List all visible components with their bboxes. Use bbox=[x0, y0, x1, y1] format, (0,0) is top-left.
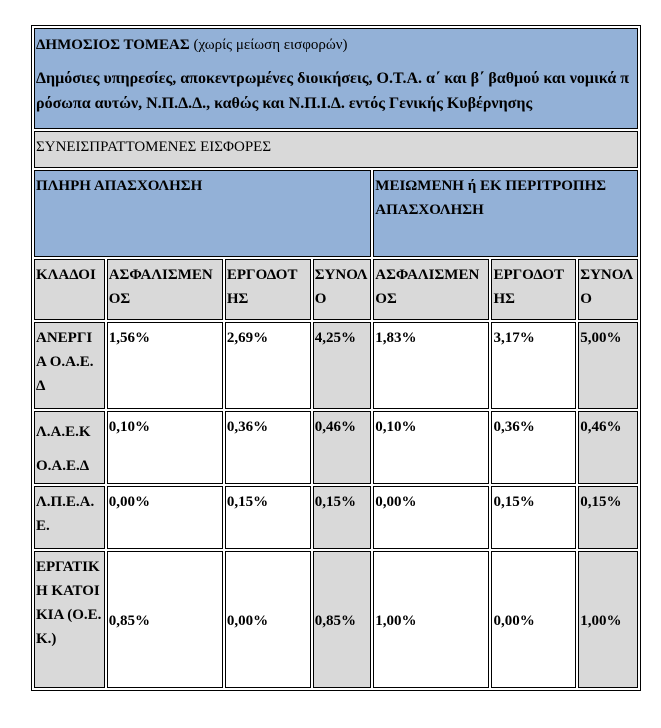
contributions-table bbox=[31, 25, 641, 691]
col-header-part-insured: ΑΣΦΑΛΙΣΜΕΝΟΣ bbox=[373, 259, 489, 320]
cell-part-insured: 0,10% bbox=[373, 411, 489, 484]
section-title: ΣΥΝΕΙΣΠΡΑΤΤΟΜΕΝΕΣ ΕΙΣΦΟΡΕΣ bbox=[34, 131, 638, 168]
row-branch: Λ.Α.Ε.Κ Ο.Α.Ε.Δ bbox=[34, 411, 105, 484]
table-row bbox=[34, 322, 638, 409]
col-header-full-total: ΣΥΝΟΛΟ bbox=[313, 259, 372, 320]
cell-part-employer: 3,17% bbox=[491, 322, 576, 409]
cell-part-employer: 0,15% bbox=[491, 486, 576, 549]
cell-part-total: 1,00% bbox=[578, 551, 638, 688]
cell-full-employer: 2,69% bbox=[225, 322, 311, 409]
cell-full-total: 0,85% bbox=[313, 551, 372, 688]
col-header-full-insured: ΑΣΦΑΛΙΣΜΕΝΟΣ bbox=[107, 259, 223, 320]
document-subtitle: Δημόσιες υπηρεσίες, αποκεντρωμένες διοικήσεις, Ο.Τ.Α. α΄ και β΄ βαθμού και νομικά πρόσωπα αυτών, Ν.Π.Δ.Δ., καθώς και Ν.Π.Ι.Δ. εντός Γενικής Κυβέρνησης bbox=[36, 70, 630, 112]
row-branch: ΑΝΕΡΓΙΑ Ο.Α.Ε.Δ bbox=[34, 322, 105, 409]
cell-full-insured: 1,56% bbox=[107, 322, 223, 409]
table-row bbox=[34, 551, 638, 688]
title-row bbox=[34, 28, 638, 129]
cell-part-total: 0,46% bbox=[578, 411, 638, 484]
title-cell bbox=[34, 28, 638, 129]
cell-full-employer: 0,15% bbox=[225, 486, 311, 549]
cell-full-total: 4,25% bbox=[313, 322, 372, 409]
cell-part-insured: 1,00% bbox=[373, 551, 489, 688]
col-header-part-employer: ΕΡΓΟΔΟΤΗΣ bbox=[491, 259, 576, 320]
table-row bbox=[34, 411, 638, 484]
row-branch: Λ.Π.Ε.Α.Ε. bbox=[34, 486, 105, 549]
group-header-part-time: ΜΕΙΩΜΕΝΗ ή ΕΚ ΠΕΡΙΤΡΟΠΗΣ ΑΠΑΣΧΟΛΗΣΗ bbox=[373, 170, 638, 257]
table-row bbox=[34, 486, 638, 549]
title-bold-text: ΔΗΜΟΣΙΟΣ ΤΟΜΕΑΣ bbox=[36, 37, 190, 53]
cell-part-insured: 1,83% bbox=[373, 322, 489, 409]
cell-part-employer: 0,36% bbox=[491, 411, 576, 484]
cell-full-insured: 0,85% bbox=[107, 551, 223, 688]
col-header-full-employer: ΕΡΓΟΔΟΤΗΣ bbox=[225, 259, 311, 320]
section-row bbox=[34, 131, 638, 168]
cell-part-insured: 0,00% bbox=[373, 486, 489, 549]
document-title bbox=[36, 32, 636, 56]
cell-part-employer: 0,00% bbox=[491, 551, 576, 688]
cell-full-insured: 0,00% bbox=[107, 486, 223, 549]
cell-full-employer: 0,36% bbox=[225, 411, 311, 484]
title-rest-text: (χωρίς μείωση εισφορών) bbox=[189, 37, 348, 53]
group-header-full-time: ΠΛΗΡΗ ΑΠΑΣΧΟΛΗΣΗ bbox=[34, 170, 371, 257]
cell-full-employer: 0,00% bbox=[225, 551, 311, 688]
cell-part-total: 5,00% bbox=[578, 322, 638, 409]
col-header-part-total: ΣΥΝΟΛΟ bbox=[578, 259, 638, 320]
cell-part-total: 0,15% bbox=[578, 486, 638, 549]
group-header-row bbox=[34, 170, 638, 257]
cell-full-insured: 0,10% bbox=[107, 411, 223, 484]
row-branch: ΕΡΓΑΤΙΚΗ ΚΑΤΟΙΚΙΑ (Ο.Ε.Κ.) bbox=[34, 551, 105, 688]
column-header-row bbox=[34, 259, 638, 320]
cell-full-total: 0,15% bbox=[313, 486, 372, 549]
cell-full-total: 0,46% bbox=[313, 411, 372, 484]
col-header-branch: ΚΛΑΔΟΙ bbox=[34, 259, 105, 320]
